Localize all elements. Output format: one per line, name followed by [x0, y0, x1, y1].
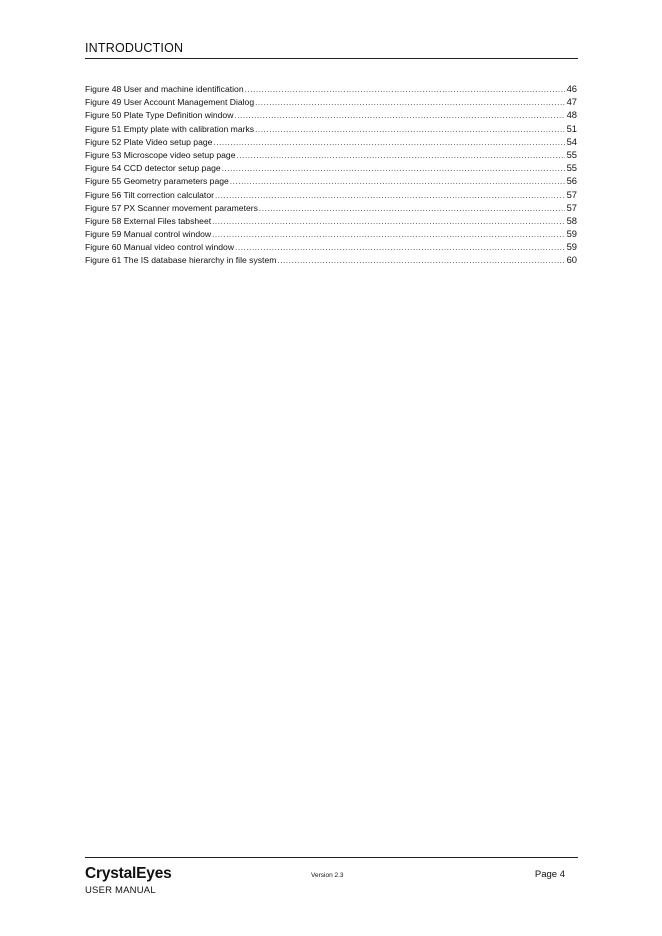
toc-entry-page: 47 [566, 96, 577, 108]
dot-leader [235, 241, 565, 254]
toc-entry-page: 46 [566, 83, 577, 94]
toc-entry-label: Figure 48 User and machine identification [85, 84, 244, 94]
toc-entry-page: 60 [566, 254, 577, 266]
toc-entry-page: 57 [566, 201, 577, 213]
toc-entry[interactable] [85, 135, 577, 148]
page-number: Page 4 [534, 869, 565, 880]
toc-entry[interactable] [85, 148, 577, 161]
toc-entry[interactable] [85, 201, 577, 214]
toc-entry-label: Figure 49 User Account Management Dialog [85, 97, 255, 108]
dot-leader [245, 83, 565, 96]
toc-entry-page: 56 [566, 175, 577, 187]
dot-leader [222, 162, 565, 175]
toc-entry-page: 55 [566, 148, 577, 160]
toc-entry-page: 51 [566, 122, 577, 134]
dot-leader [215, 189, 565, 202]
toc-entry[interactable] [85, 227, 577, 240]
toc-entry[interactable] [85, 174, 577, 187]
toc-entry-page: 57 [566, 188, 577, 200]
toc-entry-page: 59 [566, 241, 577, 253]
page-header [85, 40, 578, 59]
toc-entry-label: Figure 53 Microscope video setup page [85, 149, 236, 160]
toc-entry[interactable] [85, 122, 577, 135]
toc-entry-label: Figure 55 Geometry parameters page [85, 176, 229, 187]
toc-entry-page: 58 [566, 214, 577, 226]
dot-leader [236, 149, 564, 162]
toc-entry-label: Figure 61 The IS database hierarchy in file system [85, 255, 277, 266]
toc-entry-label: Figure 59 Manual control window [85, 229, 212, 240]
toc-entry-page: 55 [566, 162, 577, 174]
page-footer [85, 857, 578, 898]
toc-entry-label: Figure 57 PX Scanner movement parameters [85, 202, 258, 213]
toc-entry-label: Figure 60 Manual video control window [85, 242, 235, 253]
toc-entry-label: Figure 52 Plate Video setup page [85, 136, 213, 147]
product-name: CrystalEyes [85, 865, 172, 882]
dot-leader [213, 136, 564, 149]
dot-leader [255, 96, 564, 109]
section-title: INTRODUCTION [85, 41, 184, 55]
dot-leader [212, 228, 564, 241]
toc-entry-label: Figure 56 Tilt correction calculator [85, 189, 214, 200]
toc-entry-label: Figure 54 CCD detector setup page [85, 163, 221, 174]
table-of-figures [85, 82, 577, 267]
dot-leader [212, 215, 564, 228]
toc-entry[interactable] [85, 253, 577, 266]
dot-leader [277, 254, 564, 267]
toc-entry[interactable] [85, 95, 577, 108]
toc-entry[interactable] [85, 240, 577, 253]
toc-entry[interactable] [85, 161, 577, 174]
toc-entry[interactable] [85, 108, 577, 121]
toc-entry[interactable] [85, 214, 577, 227]
toc-entry-page: 59 [566, 228, 577, 240]
dot-leader [255, 123, 564, 136]
document-type: USER MANUAL [85, 885, 156, 896]
toc-entry-page: 48 [566, 109, 577, 121]
version-label: Version 2.3 [311, 872, 344, 879]
dot-leader [234, 109, 564, 122]
toc-entry[interactable] [85, 188, 577, 201]
toc-entry-label: Figure 58 External Files tabsheet [85, 215, 212, 226]
toc-entry-label: Figure 51 Empty plate with calibration marks [85, 123, 255, 134]
toc-entry-label: Figure 50 Plate Type Definition window [85, 110, 234, 121]
dot-leader [259, 202, 565, 215]
toc-entry-page: 54 [566, 135, 577, 147]
toc-entry[interactable] [85, 82, 577, 95]
dot-leader [230, 175, 565, 188]
